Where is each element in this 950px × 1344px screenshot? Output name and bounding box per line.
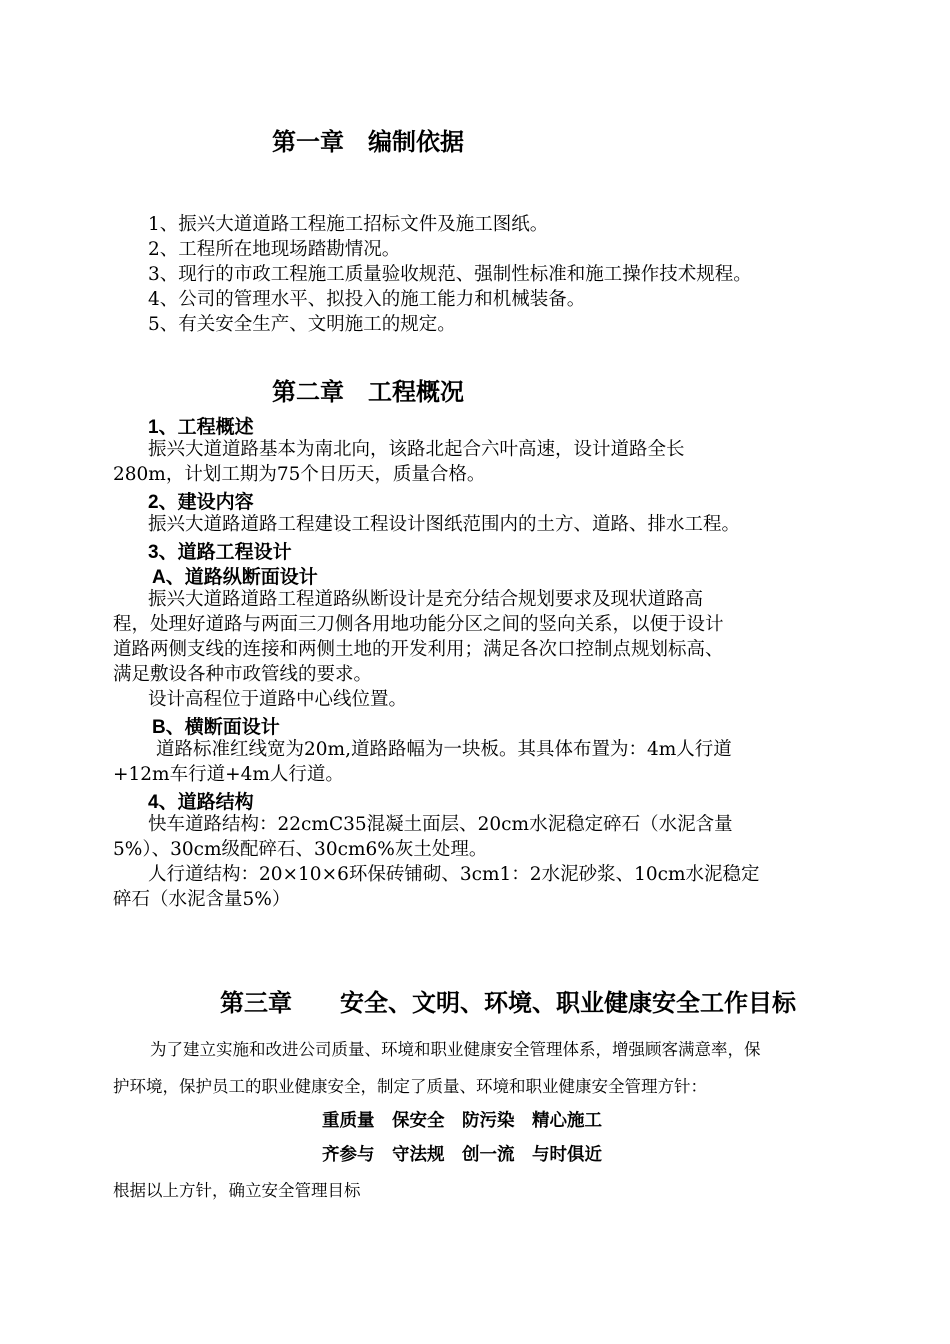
subsection-cross-section-heading: B、横断面设计 (152, 717, 280, 738)
basis-item-4: 4、公司的管理水平、拟投入的施工能力和机械装备。 (148, 289, 586, 310)
cross-section-text: +12m车行道+4m人行道。 (113, 764, 344, 785)
structure-text: 快车道路结构：22cmC35混凝土面层、20cm水泥稳定碎石（水泥含量 (148, 814, 733, 835)
policy-intro-text: 护环境，保护员工的职业健康安全，制定了质量、环境和职业健康安全管理方针： (113, 1077, 707, 1096)
chapter-3-title: 第三章 安全、文明、环境、职业健康安全工作目标 (220, 990, 796, 1017)
policy-slogan-1: 重质量 保安全 防污染 精心施工 (322, 1110, 602, 1130)
chapter-1-title: 第一章 编制依据 (272, 129, 464, 156)
closing-text: 根据以上方针，确立安全管理目标 (113, 1181, 361, 1200)
profile-text: 设计高程位于道路中心线位置。 (148, 689, 408, 710)
section-content-heading: 2、建设内容 (148, 492, 254, 513)
section-structure-heading: 4、道路结构 (148, 792, 254, 813)
basis-item-2: 2、工程所在地现场踏勘情况。 (148, 239, 401, 260)
cross-section-text: 道路标准红线宽为20m,道路路幅为一块板。其具体布置为：4m人行道 (156, 739, 732, 760)
section-overview-heading: 1、工程概述 (148, 417, 254, 438)
policy-slogan-2: 齐参与 守法规 创一流 与时俱近 (322, 1144, 602, 1164)
subsection-profile-heading: A、道路纵断面设计 (152, 567, 318, 588)
basis-item-5: 5、有关安全生产、文明施工的规定。 (148, 314, 456, 335)
profile-text: 满足敷设各种市政管线的要求。 (113, 664, 373, 685)
chapter-2-title: 第二章 工程概况 (272, 379, 464, 406)
section-design-heading: 3、道路工程设计 (148, 542, 292, 563)
structure-text: 5%）、30cm级配碎石、30cm6%灰土处理。 (113, 839, 488, 860)
basis-item-1: 1、振兴大道道路工程施工招标文件及施工图纸。 (148, 214, 549, 235)
structure-text: 人行道结构：20×10×6环保砖铺砌、3cm1：2水泥砂浆、10cm水泥稳定 (148, 864, 760, 885)
policy-intro-text: 为了建立实施和改进公司质量、环境和职业健康安全管理体系，增强顾客满意率，保 (150, 1040, 761, 1059)
profile-text: 振兴大道路道路工程道路纵断设计是充分结合规划要求及现状道路高 (148, 589, 704, 610)
overview-text: 280m，计划工期为75个日历天，质量合格。 (113, 464, 486, 485)
basis-item-3: 3、现行的市政工程施工质量验收规范、强制性标准和施工操作技术规程。 (148, 264, 752, 285)
profile-text: 道路两侧支线的连接和两侧土地的开发利用；满足各次口控制点规划标高、 (113, 639, 724, 660)
structure-text: 碎石（水泥含量5%） (113, 889, 291, 910)
profile-text: 程，处理好道路与两面三刀侧各用地功能分区之间的竖向关系，以便于设计 (113, 614, 724, 635)
content-text: 振兴大道路道路工程建设工程设计图纸范围内的土方、道路、排水工程。 (148, 514, 741, 535)
overview-text: 振兴大道道路基本为南北向，该路北起合六叶高速，设计道路全长 (148, 439, 685, 460)
